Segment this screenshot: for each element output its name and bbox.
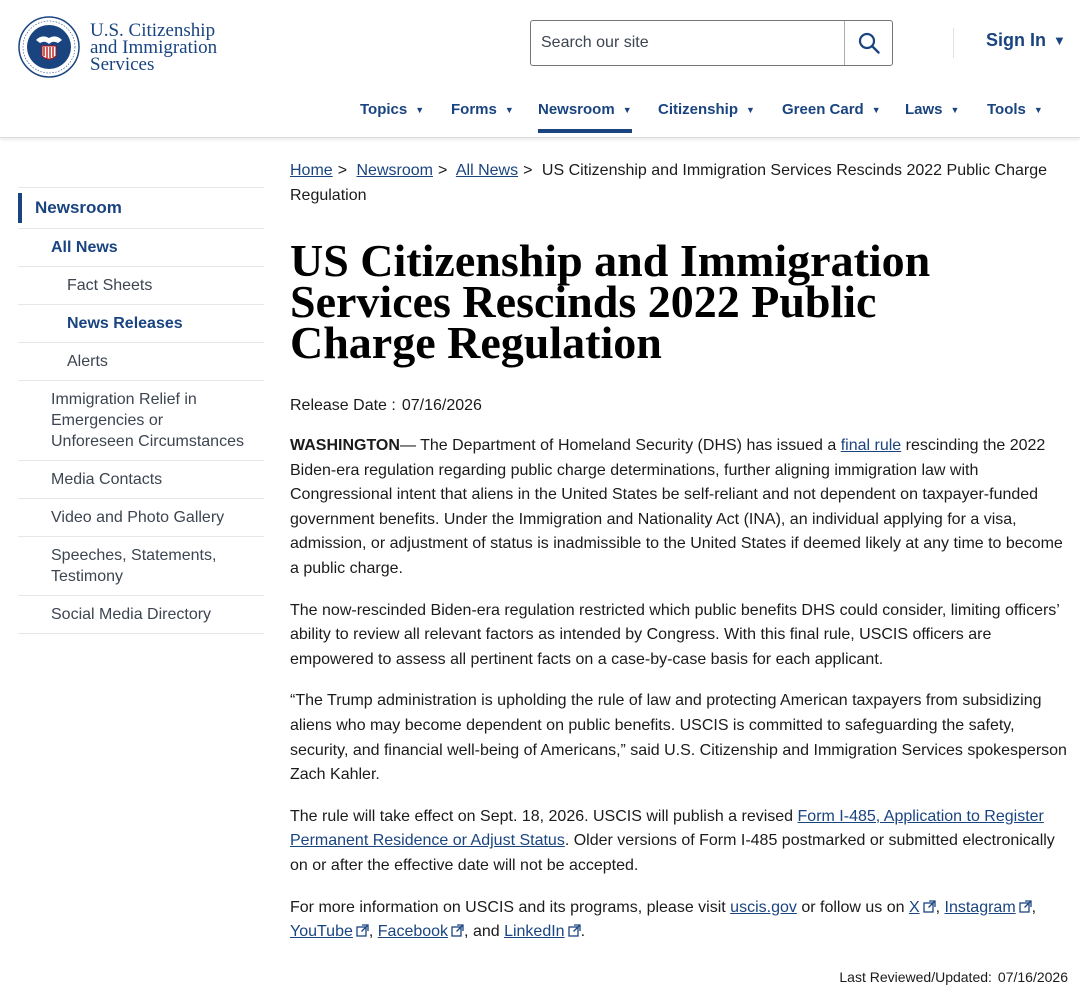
paragraph-text: , and	[464, 923, 505, 941]
paragraph-text: ,	[368, 923, 374, 941]
sidebar-nav	[18, 187, 264, 634]
paragraph-text: rescinding the 2022 Biden-era regulation regarding public charge determinations, further aligning immigration law with Congressional intent that aliens in the United States be self-reliant and not dependent on taxpayer-funded government benefits. Under the Immigration and Nationality Act (INA), an individual applying for a visa, admission, or adjustment of status is inadmissible to the United States if deemed likely at any time to become a public charge.	[290, 437, 1063, 577]
nav-label: Forms	[451, 101, 497, 118]
sidebar-item-newsroom[interactable]	[18, 187, 264, 229]
paragraph-text: ,	[935, 898, 941, 916]
nav-label: Topics	[360, 101, 408, 118]
paragraph-text: The rule will take effect on Sept. 18, 2026. USCIS will publish a revised	[290, 807, 798, 825]
sidebar-item-label: Social Media Directory	[51, 606, 212, 623]
link-label: Instagram	[944, 898, 1016, 916]
chevron-down-icon: ▼	[622, 104, 632, 115]
final-rule-link[interactable]: final rule	[840, 437, 902, 454]
last-reviewed-date: 07/16/2026	[997, 969, 1068, 985]
nav-forms[interactable]	[451, 101, 514, 118]
article-paragraph-1	[290, 434, 1068, 582]
agency-name	[90, 19, 218, 75]
agency-name-line-2: and Immigration	[90, 36, 218, 58]
article-paragraph-5	[290, 896, 1068, 945]
instagram-link[interactable]	[945, 899, 1032, 916]
paragraph-text: .	[580, 923, 586, 941]
nav-newsroom[interactable]	[538, 101, 632, 118]
uscis-logo[interactable]	[18, 16, 217, 78]
dateline: WASHINGTON	[290, 437, 400, 454]
nav-label: Citizenship	[658, 101, 739, 118]
sidebar-item-fact-sheets[interactable]	[18, 267, 264, 305]
facebook-link[interactable]	[378, 923, 464, 940]
external-link-icon	[451, 924, 464, 937]
x-link[interactable]	[909, 899, 936, 916]
sidebar-item-label: News Releases	[67, 315, 183, 332]
external-link-icon	[568, 924, 581, 937]
search-icon	[858, 32, 880, 54]
sidebar-item-label: Media Contacts	[51, 471, 163, 488]
sign-in-button[interactable]	[986, 30, 1066, 51]
paragraph-text: . Older versions of Form I-485 postmarked or submitted electronically on or after the effective date will not be accepted.	[290, 832, 1055, 874]
sidebar-item-label: Immigration Relief in Emergencies or Unforeseen Circumstances	[51, 391, 244, 450]
nav-topics[interactable]	[360, 101, 424, 118]
release-date-label: Release Date :	[290, 397, 396, 414]
chevron-down-icon: ▼	[950, 104, 960, 115]
chevron-down-icon: ▼	[1033, 104, 1043, 115]
sidebar-item-media-contacts[interactable]	[18, 461, 264, 499]
paragraph-text: ,	[1031, 898, 1037, 916]
breadcrumb-newsroom-link[interactable]: Newsroom	[356, 162, 433, 179]
link-label: LinkedIn	[504, 923, 565, 941]
sidebar-item-news-releases[interactable]	[18, 305, 264, 343]
sidebar-item-speeches[interactable]	[18, 537, 264, 596]
external-link-icon	[1019, 900, 1032, 913]
sidebar-item-label: All News	[51, 239, 118, 256]
sidebar-item-social-media-directory[interactable]	[18, 596, 264, 634]
article-paragraph-4	[290, 805, 1068, 879]
chevron-down-icon: ▼	[746, 104, 755, 115]
breadcrumb-separator: >	[523, 162, 533, 179]
site-header	[0, 0, 1080, 138]
breadcrumb-separator: >	[337, 162, 348, 179]
sidebar-item-label: Newsroom	[35, 198, 122, 217]
form-i485-link[interactable]: Form I-485, Application to Register Permanent Residence or Adjust Status	[290, 807, 1044, 850]
link-label: Facebook	[377, 923, 449, 941]
external-link-icon	[923, 900, 936, 913]
link-label: YouTube	[290, 923, 353, 941]
page-title: US Citizenship and Immigration Services Rescinds 2022 Public Charge Regulation	[290, 235, 931, 368]
search-input[interactable]	[531, 21, 844, 65]
breadcrumb-all-news-link[interactable]: All News	[455, 162, 519, 179]
nav-label: Laws	[905, 101, 943, 118]
article-paragraph-2: The now-rescinded Biden-era regulation restricted which public benefits DHS could consider, limiting officers’ ability to review all relevant factors as intended by Congress. With this final rule, USCIS officers are empowered to assess all pertinent facts on a case-by-case basis for each applicant.	[290, 601, 1060, 668]
chevron-down-icon: ▼	[415, 104, 425, 115]
breadcrumb-current: US Citizenship and Immigration Services Rescinds 2022 Public Charge Regulation	[290, 162, 1048, 204]
chevron-down-icon: ▼	[871, 104, 881, 115]
sidebar-item-label: Fact Sheets	[67, 277, 153, 294]
paragraph-text: — The Department of Homeland Security (DHS) has issued a	[399, 437, 841, 454]
link-label: X	[908, 898, 920, 916]
paragraph-text: or follow us on	[796, 898, 909, 916]
breadcrumb-separator: >	[437, 162, 448, 179]
article-paragraph-3: “The Trump administration is upholding the rule of law and protecting American taxpayers from subsidizing aliens who may become dependent on public benefits. USCIS is committed to safeguarding the safety, security, and financial well-being of Americans,” said U.S. Citizenship and Immigration Services spokesperson Zach Kahler.	[290, 692, 1067, 784]
uscis-gov-link[interactable]: uscis.gov	[730, 898, 797, 916]
sidebar-item-label: Alerts	[67, 353, 108, 370]
release-date-value: 07/16/2026	[401, 397, 482, 414]
agency-name-line-3: Services	[90, 53, 155, 75]
nav-citizenship[interactable]	[658, 101, 755, 118]
breadcrumb-home-link[interactable]: Home	[290, 162, 333, 179]
nav-laws[interactable]	[905, 101, 959, 118]
last-reviewed	[839, 969, 1068, 985]
last-reviewed-label: Last Reviewed/Updated:	[839, 969, 992, 985]
external-link-icon	[356, 924, 369, 937]
nav-label: Green Card	[782, 101, 864, 118]
sign-in-label: Sign In	[986, 30, 1046, 50]
sidebar-item-all-news[interactable]	[18, 229, 264, 267]
sidebar-item-video-photo-gallery[interactable]	[18, 499, 264, 537]
dhs-seal-icon	[18, 16, 80, 78]
paragraph-text: For more information on USCIS and its programs, please visit	[290, 898, 731, 916]
sidebar-item-alerts[interactable]	[18, 343, 264, 381]
nav-tools[interactable]	[987, 101, 1043, 118]
sidebar-item-immigration-relief[interactable]	[18, 381, 264, 461]
release-date	[290, 395, 1070, 417]
sidebar-item-label: Video and Photo Gallery	[51, 509, 225, 526]
nav-green-card[interactable]	[782, 101, 881, 118]
main-nav	[0, 95, 1080, 135]
agency-name-line-1: U.S. Citizenship	[90, 19, 216, 41]
nav-label: Newsroom	[538, 101, 615, 118]
chevron-down-icon: ▼	[504, 104, 514, 115]
nav-label: Tools	[987, 101, 1026, 118]
youtube-link[interactable]	[290, 923, 369, 940]
header-divider	[953, 28, 954, 58]
search-button[interactable]	[844, 21, 892, 65]
main-content	[290, 158, 1070, 945]
caret-down-icon: ▼	[1053, 33, 1066, 48]
sidebar-item-label: Speeches, Statements, Testimony	[51, 547, 217, 585]
search-box	[530, 20, 893, 66]
linkedin-link[interactable]	[504, 923, 581, 940]
breadcrumb	[290, 158, 1050, 208]
